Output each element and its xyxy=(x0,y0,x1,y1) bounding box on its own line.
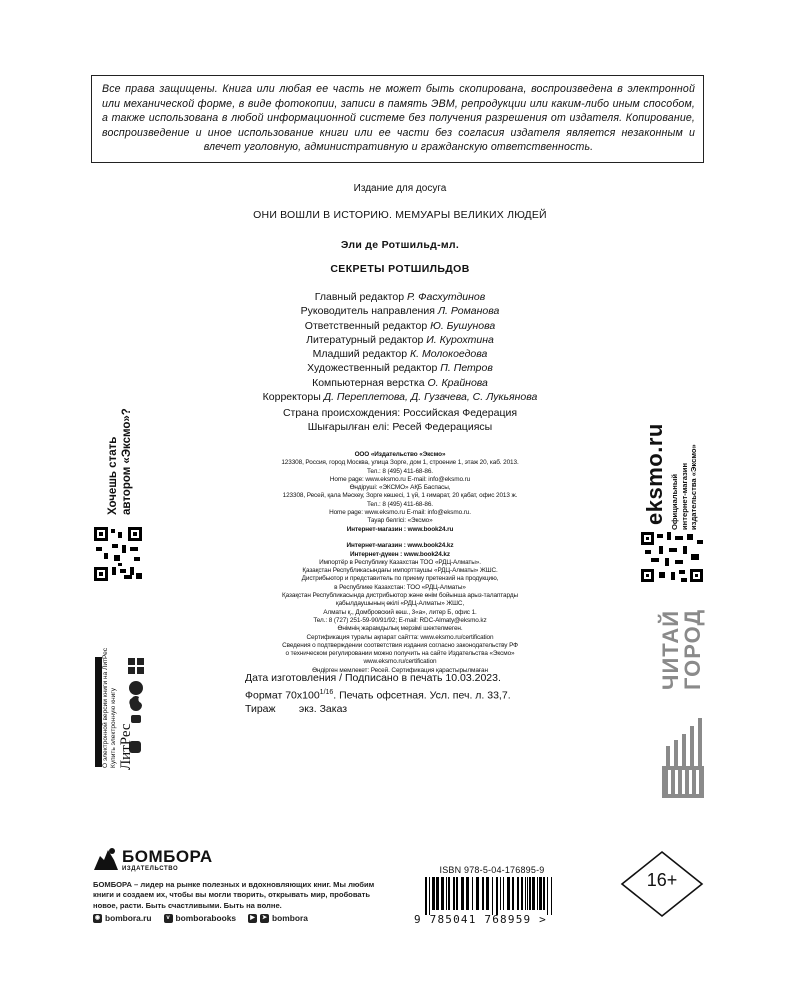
publisher-line: Қазақстан Республикасындағы импорттаушы «РДЦ-Алматы» ЖШС. xyxy=(302,567,498,575)
staff-row xyxy=(0,347,800,361)
publisher-line: Алматы қ., Домбровский көш., 3«а», литер Б, офис 1. xyxy=(323,608,477,616)
youtube-icon: ▶ xyxy=(248,914,257,923)
publisher-line: Тауар белгісі: «Эксмо» xyxy=(367,517,433,525)
author-promo-line2: автором «Эксмо»? xyxy=(121,408,133,515)
telegram-icon: ➤ xyxy=(262,915,268,922)
litres-caption xyxy=(102,648,118,768)
publisher-line: Өндірген мемлекет: Ресей. Сертификация қарастырылмаған xyxy=(312,666,488,674)
barcode-digits: 9 785041 768959 > xyxy=(414,913,547,926)
bombora-vk-link[interactable] xyxy=(164,913,237,923)
staff-role: Художественный редактор xyxy=(307,362,438,375)
staff-row xyxy=(0,361,800,375)
chitai-gorod-logo xyxy=(660,609,704,690)
bombora-logo-text: БОМБОРА xyxy=(122,847,213,866)
country-ru: Страна происхождения: Российская Федерация xyxy=(282,407,518,419)
barcode xyxy=(425,877,555,915)
publisher-line: Дистрибьютор и представитель по приему претензий на продукцию, xyxy=(301,575,499,583)
print-info xyxy=(245,672,565,717)
bombora-description: БОМБОРА – лидер на рынке полезных и вдохновляющих книг. Мы любим книги и создаем их, чтобы вы могли творить, открывать мир, пробовать новое, расти. Быть счастливыми. Быть на волне. xyxy=(93,880,375,910)
bombora-vk: bomborabooks xyxy=(175,913,237,923)
publisher-line: Тел.: 8 (495) 411-68-86. xyxy=(366,500,433,508)
bombora-logo-icon xyxy=(92,846,120,872)
book-title: СЕКРЕТЫ РОТШИЛЬДОВ xyxy=(330,263,470,275)
staff-role: Корректоры xyxy=(262,391,321,404)
eksmo-line2: интернет-магазин xyxy=(679,462,689,530)
isbn: ISBN 978-5-04-176895-9 xyxy=(439,865,545,875)
bombora-tg-link[interactable] xyxy=(248,913,308,923)
publisher-line: Интернет-магазин : www.book24.ru xyxy=(346,525,454,533)
eksmo-shop-label xyxy=(670,444,699,530)
eksmo-qr-icon[interactable] xyxy=(641,532,703,582)
staff-role: Главный редактор xyxy=(314,291,405,303)
publisher-line: о техническом регулировании можно получить на сайте Издательства «Эксмо» xyxy=(285,650,515,658)
vk-icon: v xyxy=(164,914,173,923)
litres-line2: Купить электронную книгу xyxy=(110,688,117,768)
publisher-line: Импортёр в Республику Казахстан ТОО «РДЦ-Алматы». xyxy=(319,558,481,566)
format-fraction: 1/16 xyxy=(319,688,334,696)
bombora-site-link[interactable] xyxy=(93,913,152,923)
publisher-line: Тел.: 8 (495) 411-68-86. xyxy=(366,467,433,475)
chitai-gorod-line1: ЧИТАЙ xyxy=(658,609,683,690)
staff-name: К. Молокоедова xyxy=(409,348,488,361)
staff-role: Литературный редактор xyxy=(306,333,424,346)
publisher-line: Сведения о подтверждении соответствия издания согласно законодательству РФ xyxy=(282,641,518,649)
staff-row xyxy=(0,390,800,404)
bombora-tg: bombora xyxy=(272,913,308,923)
author-promo-line1: Хочешь стать xyxy=(107,436,119,515)
chitai-gorod-books-icon xyxy=(662,718,704,798)
series-title: ОНИ ВОШЛИ В ИСТОРИЮ. МЕМУАРЫ ВЕЛИКИХ ЛЮДЕЙ xyxy=(253,209,547,221)
copyright-notice: Все права защищены. Книга или любая ее часть не может быть скопирована, воспроизведена в электронной или механической форме, в виде фотокопии, записи в память ЭВМ, репродукции или каким-либо иным способом, а также использована в любой информационной системе без получения разрешения от издателя. Копирование, воспроизведение и иное использование книги или ее части без согласия издателя является незаконным и влечет уголовную, административную и гражданскую ответственность. xyxy=(91,75,704,163)
bombora-site: bombora.ru xyxy=(105,913,152,923)
publisher-line: қабылдаушының өкілі «РДЦ-Алматы» ЖШС, xyxy=(335,600,465,608)
eksmo-line3: издательства «Эксмо» xyxy=(689,444,698,530)
eksmo-line1: Официальный xyxy=(670,473,679,530)
country-kz: Шығарылған елі: Ресей Федерациясы xyxy=(307,421,493,434)
litres-line1: О электронной версии книги на ЛитРес xyxy=(102,647,109,768)
staff-row xyxy=(0,304,800,318)
staff-name: Ю. Бушунова xyxy=(430,319,496,332)
staff-name: И. Курохтина xyxy=(426,333,494,346)
publisher-line: Өндіруші: «ЭКСМО» АҚБ Баспасы, xyxy=(349,484,451,492)
publisher-line: 123308, Ресей, қала Мәскеу, Зорге көшесі, 1 үй, 1 ғимарат, 20 қабат, офис 2013 ж. xyxy=(282,492,518,500)
format-suffix: . Печать офсетная. Усл. печ. л. 33,7. xyxy=(333,689,511,702)
chitai-gorod-line2: ГОРОД xyxy=(680,608,705,690)
bombora-subtitle: ИЗДАТЕЛЬСТВО xyxy=(122,866,179,872)
staff-role: Младший редактор xyxy=(312,348,408,361)
staff-row xyxy=(0,319,800,333)
litres-logo: ЛитРес xyxy=(118,723,134,770)
staff-row xyxy=(0,376,800,390)
staff-name: О. Крайнова xyxy=(427,376,488,389)
publisher-line xyxy=(150,534,650,542)
age-rating: 16+ xyxy=(646,870,678,890)
staff-role: Компьютерная верстка xyxy=(312,376,425,389)
eksmo-brand: eksmo.ru xyxy=(642,423,667,525)
print-date: Дата изготовления / Подписано в печать 10.03.2023. xyxy=(245,672,501,684)
staff-role: Руководитель направления xyxy=(300,305,435,318)
publisher-line: Home page: www.eksmo.ru E-mail: info@eksmo.ru. xyxy=(329,509,471,517)
staff-row xyxy=(0,333,800,347)
staff-name: Л. Романова xyxy=(437,305,500,318)
publisher-line: Сертификация туралы ақпарат сайтта: www.eksmo.ru/certification xyxy=(306,633,494,641)
publisher-line: ООО «Издательство «Эксмо» xyxy=(354,451,446,458)
publisher-info xyxy=(150,451,650,675)
staff-row xyxy=(0,290,800,304)
print-format xyxy=(245,686,565,703)
staff-role: Ответственный редактор xyxy=(304,319,428,332)
author-name: Эли де Ротшильд-мл. xyxy=(340,239,460,251)
globe-icon: ◉ xyxy=(94,915,101,922)
bombora-socials xyxy=(93,913,308,923)
publisher-line: Интернет-магазин : www.book24.kz xyxy=(346,542,454,550)
author-qr-icon[interactable] xyxy=(94,527,142,581)
staff-name: Р. Фасхутдинов xyxy=(406,291,486,303)
format-prefix: Формат 70x100 xyxy=(245,689,320,702)
publisher-line: Home page: www.eksmo.ru E-mail: info@eksmo.ru xyxy=(329,475,471,483)
publisher-line: в Республике Казахстан: ТОО «РДЦ-Алматы» xyxy=(334,583,466,591)
staff-list xyxy=(0,290,800,404)
author-promo xyxy=(106,408,134,515)
print-run: Тираж экз. Заказ xyxy=(245,703,348,716)
staff-name: Д. Переплетова, Д. Гузачева, С. Лукьянова xyxy=(323,391,538,404)
edition-type: Издание для досуга xyxy=(353,183,447,194)
publisher-line: Интернет-дүкен : www.book24.kz xyxy=(350,550,450,558)
publisher-line: 123308, Россия, город Москва, улица Зорге, дом 1, строение 1, этаж 20, каб. 2013. xyxy=(281,459,519,467)
publisher-line: www.eksmo.ru/certification xyxy=(363,658,437,666)
publisher-line: Өнімнің жарамдылық мерзімі шектелмеген. xyxy=(337,625,463,633)
publisher-line: Қазақстан Республикасында дистрибьютор және өнім бойынша арыз-талаптарды xyxy=(282,592,518,600)
staff-name: П. Петров xyxy=(440,362,493,375)
publisher-line: Тел.: 8 (727) 251-59-90/91/92; E-mail: RDC-Almaty@eksmo.kz xyxy=(313,616,487,624)
